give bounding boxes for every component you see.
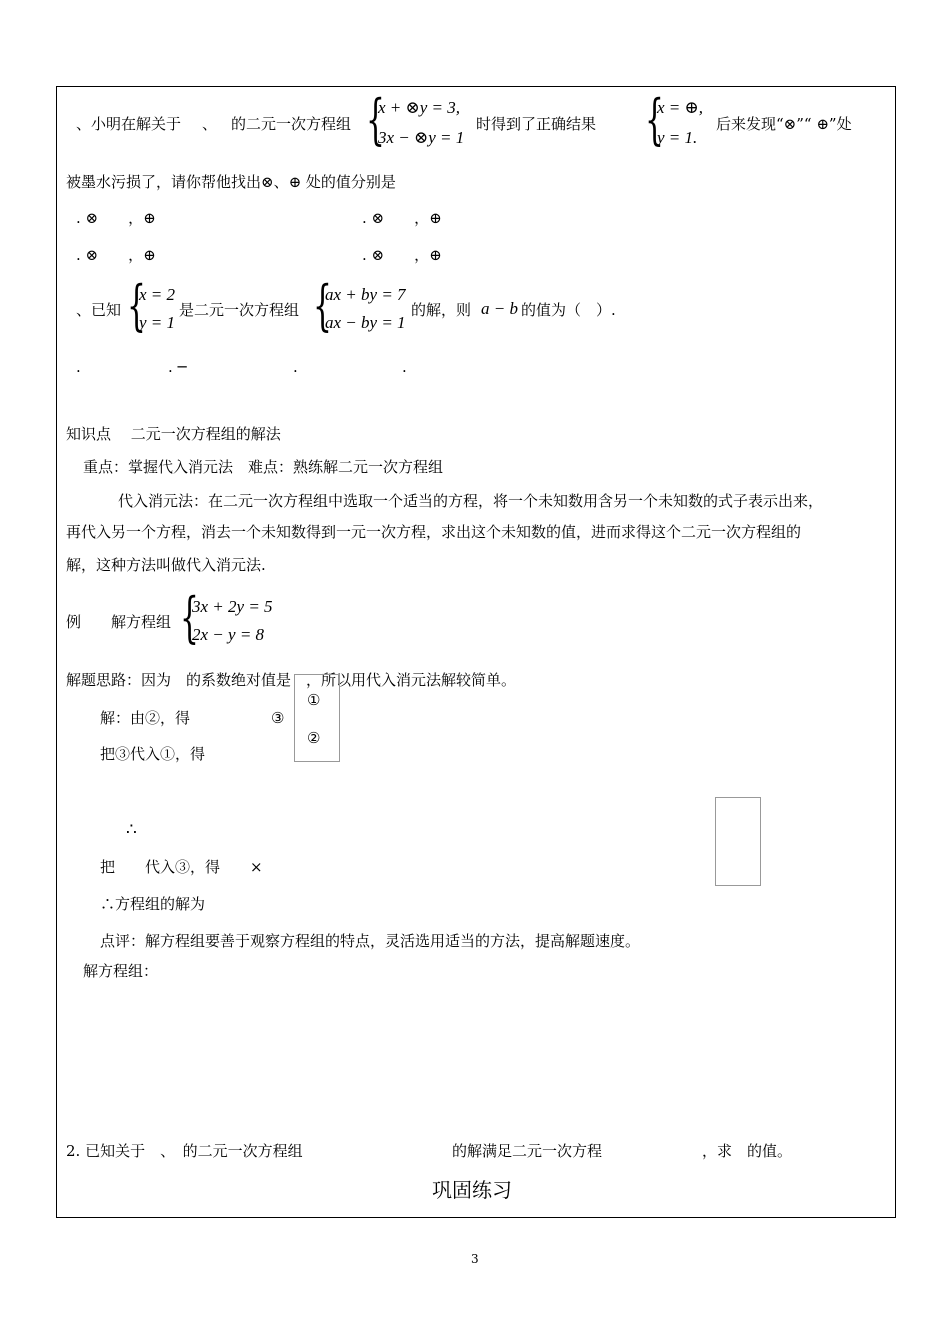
page-frame	[56, 86, 896, 1218]
answer-box	[715, 797, 761, 886]
q2-system-brace: {	[313, 274, 332, 337]
solution-step1-tag: ③	[271, 709, 285, 727]
therefore-symbol: ∴	[126, 820, 137, 840]
equation-mark-1: ①	[307, 691, 321, 709]
q1-line2: 被墨水污损了，请你帮他找出⊗、⊕ 处的值分别是	[66, 173, 396, 191]
q1-mid-text: 时得到了正确结果	[476, 115, 597, 133]
knowledge-para2: 再代入另一个方程，消去一个未知数得到一元一次方程，求出这个未知数的值，进而求得这个二元一次方程组的	[66, 523, 802, 541]
page-number: 3	[471, 1252, 479, 1266]
q2-option-d: .	[402, 358, 407, 376]
q1-option-b: . ⊗ ，⊕	[362, 209, 442, 227]
q2-cond-eq2: y = 1	[139, 313, 176, 332]
equation-mark-box	[294, 674, 340, 762]
q1-result-eq2: y = 1.	[657, 128, 698, 147]
q3-text-c: ，求 的值。	[702, 1142, 793, 1160]
section-title: 巩固练习	[432, 1178, 512, 1202]
q1-system-brace: {	[366, 88, 385, 151]
q2-tail-a: 的解，则	[411, 301, 472, 319]
q2-tail-b: 的值为（ ）.	[521, 301, 616, 319]
example-eq2: 2x − y = 8	[192, 625, 265, 644]
q1-system-eq1: x + ⊗y = 3,	[378, 98, 461, 117]
q2-system-eq2: ax − by = 1	[325, 313, 406, 332]
q1-system-eq2: 3x − ⊗y = 1	[378, 128, 465, 147]
q1-option-d: . ⊗ ，⊕	[362, 246, 442, 264]
example-label: 例 解方程组	[66, 613, 172, 631]
q2-option-a: .	[76, 358, 81, 376]
q1-lead: 、小明在解关于	[76, 115, 182, 133]
q2-tail-expr: a − b	[481, 299, 518, 318]
example-eq1: 3x + 2y = 5	[192, 597, 273, 616]
q2-option-b: . ─	[168, 358, 187, 376]
example-idea: 解题思路：因为 的系数绝对值是 ，所以用代入消元法解较简单。	[66, 671, 517, 689]
q2-system-eq1: ax + by = 7	[325, 285, 406, 304]
q2-cond-brace: {	[127, 274, 146, 337]
q1-lead-system: 的二元一次方程组	[231, 115, 352, 133]
knowledge-heading: 知识点 二元一次方程组的解法	[66, 425, 281, 443]
q2-lead: 、已知	[76, 301, 122, 319]
solution-step2: 把③代入①，得	[100, 745, 206, 763]
q2-mid-text: 是二元一次方程组	[179, 301, 300, 319]
equation-mark-2: ②	[307, 729, 321, 747]
knowledge-para3: 解，这种方法叫做代入消元法.	[66, 556, 266, 574]
example-comment: 点评：解方程组要善于观察方程组的特点，灵活选用适当的方法，提高解题速度。	[100, 932, 641, 950]
knowledge-para1: 代入消元法：在二元一次方程组中选取一个适当的方程，将一个未知数用含另一个未知数的式子表示出来，	[118, 492, 824, 510]
q1-option-a: . ⊗ ，⊕	[76, 209, 156, 227]
q1-option-c: . ⊗ ，⊕	[76, 246, 156, 264]
q3-text-b: 的解满足二元一次方程	[452, 1142, 603, 1160]
example-system-brace: {	[180, 586, 199, 649]
solution-conclusion: ∴方程组的解为	[100, 895, 206, 913]
q1-lead-sep: 、	[202, 115, 218, 133]
q2-cond-eq1: x = 2	[139, 285, 176, 304]
q1-tail-text: 后来发现“⊗”“ ⊕”处	[716, 115, 852, 133]
knowledge-focus: 重点：掌握代入消元法 难点：熟练解二元一次方程组	[83, 458, 444, 476]
q1-result-brace: {	[645, 88, 664, 151]
q3-text-a: 2. 已知关于 、 的二元一次方程组	[66, 1142, 303, 1160]
solution-step3: 把 代入③，得 ×	[100, 858, 263, 876]
solution-step1: 解：由②，得	[100, 709, 191, 727]
q2-option-c: .	[293, 358, 298, 376]
exercise-prompt: 解方程组：	[83, 962, 159, 980]
q1-result-eq1: x = ⊕,	[657, 98, 704, 117]
